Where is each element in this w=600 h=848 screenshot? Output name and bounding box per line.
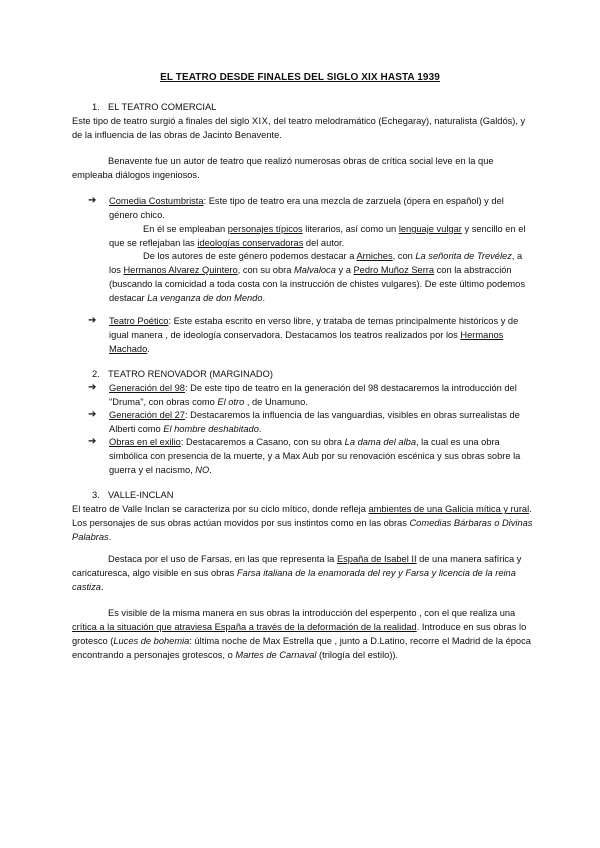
paragraph-esperpento: Es visible de la misma manera en sus obras la introducción del esperpento , con el que realiza una crítica a la situación que atraviesa España a través de la deformación de la realidad. Introduce en sus obras lo grotesco (Luces de bohemia: última noche de Max Estrella que , junto a D.Latino, recorre el Madrid de la época encontrando a personajes grotescos, o Martes de Carnaval (trilogía del estilo)).: [72, 608, 531, 660]
paragraph-benavente: Benavente fue un autor de teatro que realizó numerosas obras de crítica social leve en la que empleaba diálogos ingeniosos.: [72, 156, 494, 180]
section-heading-renovador: 2. TEATRO RENOVADOR (MARGINADO): [92, 369, 273, 379]
document-title: EL TEATRO DESDE FINALES DEL SIGLO XIX HASTA 1939: [160, 72, 440, 83]
bullet-comedia-costumbrista: Comedia Costumbrista: Este tipo de teatro era una mezcla de zarzuela (ópera en español) y del género chico.: [109, 196, 504, 220]
paragraph-farsas: Destaca por el uso de Farsas, en las que representa la España de Isabel II de una manera safírica y caricaturesca, algo visible en sus obras Farsa italiana de la enamorada del rey y Farsa y licencia de la reina castiza.: [72, 554, 522, 592]
paragraph-personajes: En él se empleaban personajes típicos literarios, así como un lenguaje vulgar y sencillo en el que se reflejaban las ideologías conservadoras del autor.: [109, 224, 526, 248]
bullet-generacion-27: Generación del 27: Destacaremos la influencia de las vanguardias, visibles en obras surrealistas de Alberti como El hombre deshabitado.: [109, 410, 520, 434]
arrow-bullet-icon: ➔: [88, 409, 97, 420]
section-heading-valle-inclan: 3. VALLE-INCLAN: [92, 490, 174, 500]
arrow-bullet-icon: ➔: [88, 382, 97, 393]
paragraph-ciclo-mitico: El teatro de Valle Inclan se caracteriza por su ciclo mítico, donde refleja ambientes de una Galicia mítica y rural. Los personajes de sus obras actúan movidos por sus instintos como en las obras Comedias Bárbaras o Divinas Palabras.: [72, 504, 533, 542]
bullet-obras-exilio: Obras en el exilio: Destacaremos a Casano, con su obra La dama del alba, la cual es una obra simbólica con presencia de la muerte, y a Max Aub por su renovación escénica y sus obras sobre la guerra y el nacismo, NO.: [109, 437, 521, 475]
section-heading-comercial: 1. EL TEATRO COMERCIAL: [92, 102, 217, 112]
arrow-bullet-icon: ➔: [88, 436, 97, 447]
bullet-teatro-poetico: Teatro Poético: Este estaba escrito en verso libre, y trataba de temas principalmente históricos y de igual manera , de ideología conservadora. Destacamos los teatros realizados por los Hermanos Machado.: [109, 316, 519, 354]
paragraph-autores: De los autores de este género podemos destacar a Arniches, con La señorita de Trevélez, a los Hermanos Alvarez Quintero, con su obra Malvaloca y a Pedro Muñoz Serra con la abstracción (buscando la comicidad a toda costa con la instrucción de chistes vulgares). De este último podemos destacar La venganza de don Mendo.: [109, 251, 525, 303]
arrow-bullet-icon: ➔: [88, 195, 97, 206]
bullet-generacion-98: Generación del 98: De este tipo de teatro en la generación del 98 destacaremos la introducción del "Druma", con obras como El otro , de Unamuno.: [109, 383, 517, 407]
paragraph-intro: Este tipo de teatro surgió a finales del siglo XIX, del teatro melodramático (Echegaray), naturalista (Galdós), y de la influencia de las obras de Jacinto Benavente.: [72, 116, 526, 140]
arrow-bullet-icon: ➔: [88, 315, 97, 326]
